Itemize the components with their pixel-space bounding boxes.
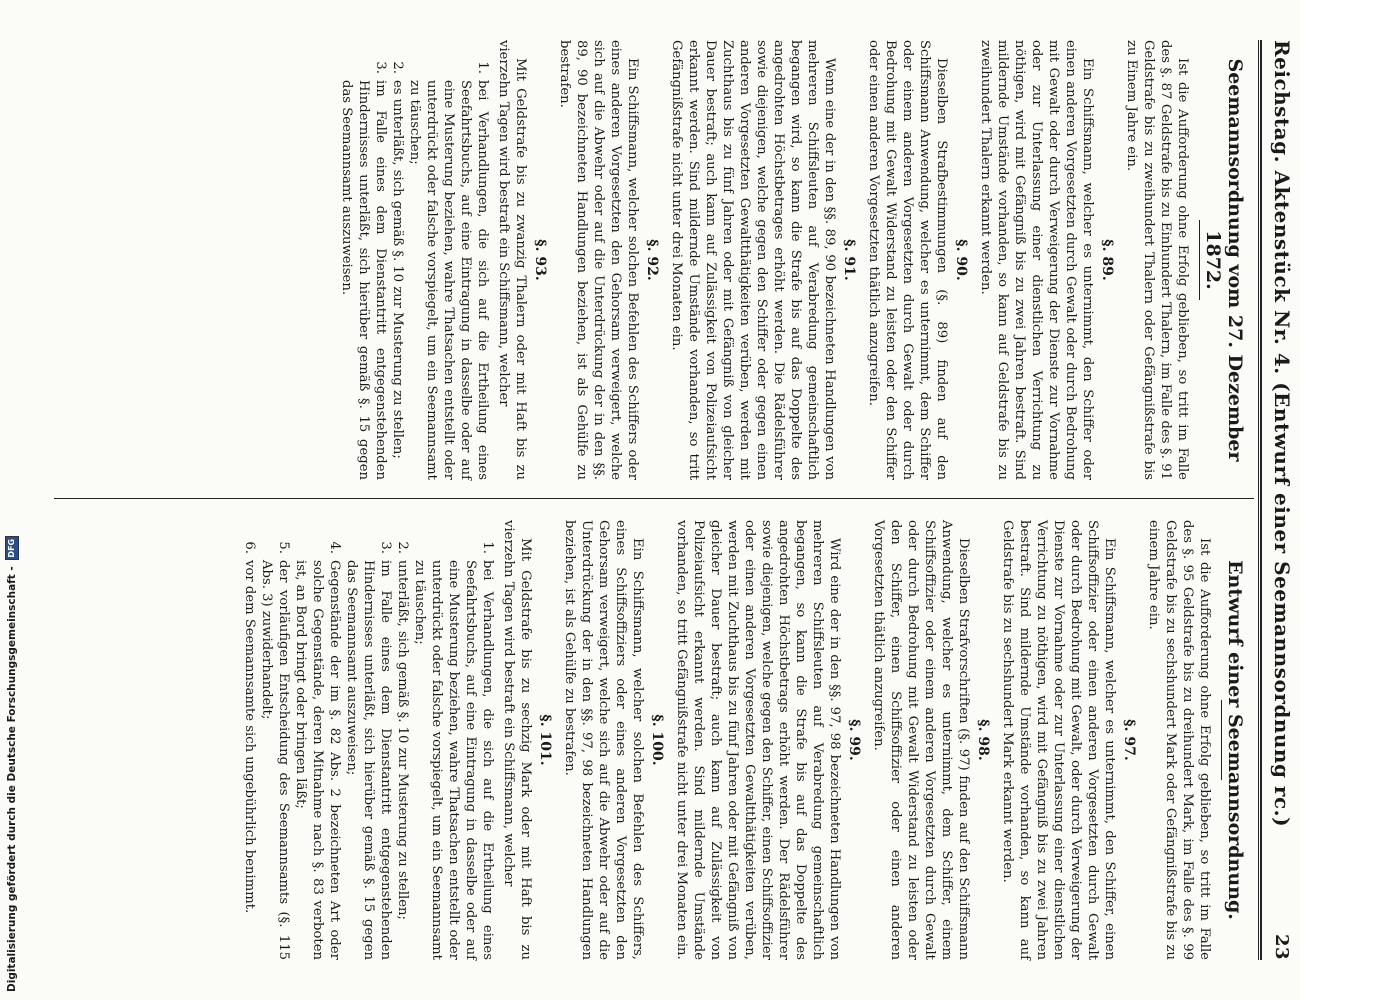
section-text-91: Wenn eine der in den §§. 89, 90 bezeichneten Handlungen von mehreren Schiffsleuten auf Verabredung gemeinschaftlich begangen wird, so kann die Strafe bis auf das Doppelte des angedrohten Höchstbetrages erhöht werden. Die Rädelsführer sowie diejenigen, welche gegen den Schiffer oder gegen einen anderen Vorgesetzten Gewaltthätigkeiten verüben, werden mit Zuchthaus bis zu fünf Jahren oder mit Gefängniß von gleicher Dauer bestraft; auch kann auf Zulässigkeit von Polizeiaufsicht erkannt werden. Sind mildernde Umstände vorhanden, so tritt Gefängnißstrafe nicht unter drei Monaten ein. — [669, 40, 837, 480]
column-divider — [54, 498, 1254, 499]
list-item-number: 2. — [395, 541, 410, 554]
section-heading-93: §. 93. — [532, 239, 548, 281]
list-item-number: 1. — [475, 61, 490, 74]
section-text-93: Mit Geldstrafe bis zu zwanzig Thalern oder mit Haft bis zu vierzehn Tagen wird bestraft ein Schiffsmann, welcher — [496, 40, 528, 480]
list-item-text: der vorläufigen Entscheidung des Seemannsamts (§. 115 Abs. 3) zuwiderhandelt; — [259, 560, 291, 960]
list-item-number: 3. — [373, 61, 388, 74]
section-heading-101: §. 101. — [537, 714, 553, 766]
section-list-93 — [338, 40, 491, 480]
column-entwurf — [237, 520, 1250, 960]
list-item — [394, 520, 411, 960]
list-item — [292, 520, 343, 960]
section-text-90: Dieselben Strafbestimmungen (§. 89) finden auf den Schiffsmann Anwendung, welcher es unternimmt, dem Schiffer oder einem anderen Vorgesetzten durch Gewalt oder durch Bedrohung mit Gewalt Widerstand zu leisten oder den Schiffer oder einen anderen Vorgesetzten thätlich anzugreifen. — [866, 40, 949, 480]
list-item-text: es unterläßt, sich gemäß §. 10 zur Musterung zu stellen; — [390, 80, 405, 459]
section-text-98: Dieselben Strafvorschriften (§. 97) finden auf den Schiffsmann Anwendung, welcher es unternimmt, dem Schiffer, einem Schiffsoffizier oder einem anderen Vorgesetzten durch Gewalt oder durch Bedrohung mit Gewalt Widerstand zu leisten oder den Schiffer, einen Schiffsoffizier oder einen anderen Vorgesetzten thätlich anzugreifen. — [871, 520, 971, 960]
list-item-text: bei Verhandlungen, die sich auf die Ertheilung eines Seefahrtsbuchs, auf eine Eintragung in dasselbe oder auf eine Musterung beziehen, wahre Thatsachen entstellt oder unterdrückt oder falsche vorspiegelt, um ein Seemannsamt zu täuschen; — [407, 80, 490, 480]
title-underline — [1199, 220, 1200, 300]
list-item — [241, 520, 258, 960]
list-item-text: im Falle eines dem Dienstantritt entgegenstehenden Hindernisses unterläßt, sich hierüber gemäß §. 15 gegen das Seemannsamt auszuweisen. — [339, 80, 388, 480]
column-seemannsordnung-1872 — [334, 40, 1250, 480]
list-item — [338, 40, 389, 480]
header-rule-thin — [1258, 40, 1259, 960]
list-item-number: 4. — [327, 541, 342, 554]
list-item-number: 5. — [276, 541, 291, 554]
column-title-left: Seemannsordnung vom 27. Dezember 1872. — [1202, 58, 1246, 462]
section-text-97: Ein Schiffsmann, welcher es unternimmt, den Schiffer, einen Schiffsoffizier oder einen anderen Vorgesetzten durch Gewalt oder durch Bedrohung mit Gewalt, oder durch Verweigerung der Dienste zur Vornahme oder zur Unterlassung einer dienstlichen Verrichtung zu nöthigen, wird mit Gefängniß bis zu zwei Jahren bestraft. Sind mildernde Umstände vorhanden, so kann auf Geldstrafe bis zu sechshundert Mark erkannt werden. — [1000, 520, 1117, 960]
section-heading-98: §. 98. — [975, 719, 991, 761]
title-underline — [1221, 700, 1222, 780]
section-text-99: Wird eine der in den §§. 97, 98 bezeichneten Handlungen von mehreren Schiffsleuten auf Verabredung gemeinschaftlich begangen, so kann die Strafe bis auf das Doppelte des angedrohten Höchstbetrags erhöht werden. Der Rädelsführer sowie diejenigen, welche gegen den Schiffer, einen Schiffsoffizier oder einen anderen Vorgesetzten Gewaltthätigkeiten verüben, werden mit Zuchthaus bis zu fünf Jahren oder mit Gefängniß von gleicher Dauer bestraft; auch kann auf Zulässigkeit von Polizeiaufsicht erkannt werden. Sind mildernde Umstände vorhanden, so tritt Gefängnißstrafe nicht unter drei Monaten ein. — [674, 520, 842, 960]
list-item — [389, 40, 406, 480]
intro-paragraph: Ist die Aufforderung ohne Erfolg geblieben, so tritt im Falle des §. 87 Geldstrafe bis zu Einhundert Thalern, im Falle des §. 91 Geldstrafe bis zu zweihundert Thalern oder Gefängnißstrafe bis zu Einem Jahre ein. — [1124, 40, 1190, 480]
list-item — [406, 40, 491, 480]
page-header — [1264, 40, 1300, 960]
intro-paragraph: Ist die Aufforderung ohne Erfolg geblieben, so tritt im Falle des §. 95 Geldstrafe bis zu dreihundert Mark, im Falle des §. 99 Geldstrafe bis zu sechshundert Mark oder Gefängnißstrafe bis zu einem Jahre ein. — [1146, 520, 1212, 960]
column-title-right: Entwurf einer Seemannsordnung. — [1224, 560, 1246, 920]
list-item-text: bei Verhandlungen, die sich auf die Ertheilung eines Seefahrtsbuchs, auf eine Eintragung in dasselbe oder auf eine Musterung beziehen, wahre Thatsachen entstellt oder unterdrückt oder falsche vorspiegelt, um ein Seemannsamt zu täuschen; — [412, 560, 495, 960]
dfg-logo: DFG — [5, 536, 19, 560]
section-heading-99: §. 99. — [846, 719, 862, 761]
list-item-text: unterläßt, sich gemäß §. 10 zur Musterung zu stellen; — [395, 560, 410, 920]
section-text-100: Ein Schiffsmann, welcher solchen Befehlen des Schiffers, eines Schiffsoffiziers oder eines anderen Vorgesetzten den Gehorsam verweigert, welche sich auf die Abwehr oder auf die Unterdrückung der in den §§. 97, 98 bezeichneten Handlungen beziehen, ist als Gehülfe zu bestrafen. — [562, 520, 645, 960]
list-item-text: vor dem Seemannsamte sich ungebührlich benimmt. — [242, 560, 257, 914]
section-heading-97: §. 97. — [1121, 719, 1137, 761]
header-rule — [1260, 40, 1262, 960]
list-item — [411, 520, 496, 960]
section-heading-91: §. 91. — [841, 239, 857, 281]
section-heading-92: §. 92. — [644, 239, 660, 281]
list-item-text: Gegenstände der im §. 82 Abs. 2 bezeichneten Art oder solche Gegenstände, deren Mitnahme nach §. 83 verboten ist, an Bord bringt oder bringen läßt; — [293, 560, 342, 960]
section-text-89: Ein Schiffsmann, welcher es unternimmt, den Schiffer oder einen anderen Vorgesetzten durch Gewalt oder durch Bedrohung mit Gewalt oder durch Verweigerung der Dienste zur Vornahme oder zur Unterlassung einer dienstlichen Verrichtung zu nöthigen, wird mit Gefängniß bis zu zwei Jahren bestraft. Sind mildernde Umstände vorhanden, so kann auf Geldstrafe bis zu zweihundert Thalern erkannt werden. — [978, 40, 1095, 480]
digitization-credit — [4, 0, 20, 1000]
credit-text: Digitalisierung gefördert durch die Deutsche Forschungsgemeinschaft - — [6, 566, 18, 992]
section-heading-90: §. 90. — [953, 239, 969, 281]
header-title: Reichstag. Aktenstück Nr. 4. (Entwurf einer Seemannsordnung rc.) — [1270, 40, 1294, 828]
page-number: 23 — [1271, 933, 1293, 960]
list-item-number: 1. — [480, 541, 495, 554]
section-heading-89: §. 89. — [1099, 239, 1115, 281]
section-list-101 — [241, 520, 496, 960]
list-item-number: 3. — [378, 541, 393, 554]
list-item — [258, 520, 292, 960]
list-item — [343, 520, 394, 960]
list-item-text: im Falle eines dem Dienstantritt entgegenstehenden Hindernisses unterläßt, sich hierüber gemäß §. 15 gegen das Seemannsamt auszuweisen; — [344, 560, 393, 960]
list-item-number: 2. — [390, 61, 405, 74]
section-heading-100: §. 100. — [649, 714, 665, 766]
section-text-92: Ein Schiffsmann, welcher solchen Befehlen des Schiffers oder eines anderen Vorgesetzten den Gehorsam verweigert, welche sich auf die Abwehr oder auf die Unterdrückung der in den §§. 89, 90 bezeichneten Handlungen beziehen, ist als Gehülfe zu bestrafen. — [557, 40, 640, 480]
list-item-number: 6. — [242, 541, 257, 554]
section-text-101: Mit Geldstrafe bis zu sechzig Mark oder mit Haft bis zu vierzehn Tagen wird bestraft ein Schiffsmann, welcher — [501, 520, 533, 960]
